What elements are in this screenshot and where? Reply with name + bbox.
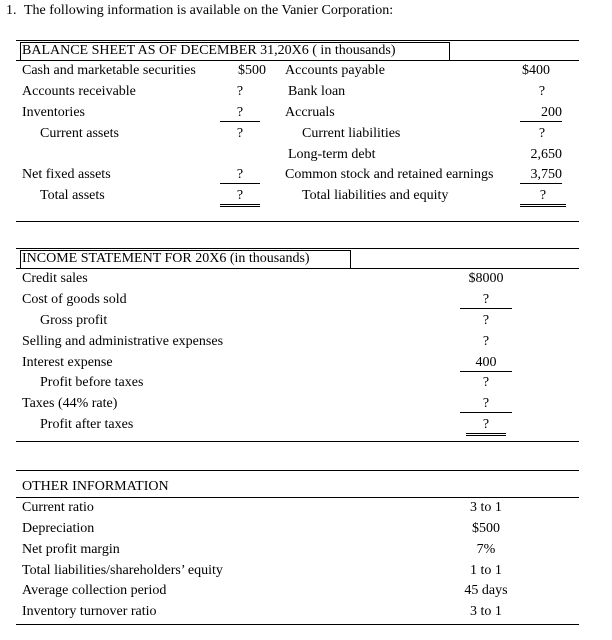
is-label-gross-profit: Gross profit (40, 313, 108, 328)
bs-value-accounts-payable: $400 (522, 63, 550, 78)
is-label-taxes: Taxes (44% rate) (22, 396, 118, 411)
other-information-title: OTHER INFORMATION (22, 479, 169, 494)
bs-label-net-fixed-assets: Net fixed assets (22, 167, 111, 182)
divider (16, 497, 579, 498)
is-label-profit-after-taxes: Profit after taxes (40, 417, 134, 432)
bs-label-current-liabilities: Current liabilities (302, 126, 401, 141)
bs-label-accounts-payable: Accounts payable (285, 63, 385, 78)
oi-value-current-ratio: 3 to 1 (470, 500, 502, 515)
is-label-interest-expense: Interest expense (22, 355, 113, 370)
bs-value-inventories: ? (220, 105, 260, 122)
divider (16, 441, 579, 442)
is-value-profit-after-taxes: ? (466, 417, 506, 436)
oi-label-liabilities-equity: Total liabilities/shareholders’ equity (22, 563, 223, 578)
is-value-profit-before-taxes: ? (482, 375, 490, 390)
bs-value-accruals: 200 (520, 105, 562, 122)
is-label-cogs: Cost of goods sold (22, 292, 127, 307)
oi-value-depreciation: $500 (472, 521, 500, 536)
is-value-taxes: ? (460, 396, 512, 413)
is-value-cogs: ? (460, 292, 512, 309)
is-label-credit-sales: Credit sales (22, 271, 88, 286)
divider (16, 60, 579, 61)
is-label-selling-admin: Selling and administrative expenses (22, 334, 224, 349)
question-text: The following information is available on the Vanier Corporation: (24, 3, 394, 18)
oi-label-net-profit-margin: Net profit margin (22, 542, 120, 557)
bs-value-total-liabilities-equity: ? (520, 188, 566, 207)
is-label-profit-before-taxes: Profit before taxes (40, 375, 144, 390)
bs-value-total-assets: ? (220, 188, 260, 207)
oi-value-inventory-turnover: 3 to 1 (470, 604, 502, 619)
oi-label-current-ratio: Current ratio (22, 500, 94, 515)
bs-label-long-term-debt: Long-term debt (288, 147, 376, 162)
bs-label-cash: Cash and marketable securities (22, 63, 196, 78)
bs-label-receivables: Accounts receivable (22, 84, 136, 99)
bs-value-cash: $500 (238, 63, 266, 78)
bs-value-net-fixed-assets: ? (220, 167, 260, 184)
bs-value-long-term-debt: 2,650 (530, 147, 562, 162)
bs-value-receivables: ? (236, 84, 244, 99)
oi-label-average-collection-period: Average collection period (22, 583, 167, 598)
bs-value-common-stock: 3,750 (520, 167, 562, 184)
income-statement-title: INCOME STATEMENT FOR 20X6 (in thousands) (22, 251, 310, 266)
divider (16, 470, 579, 471)
bs-label-total-liabilities-equity: Total liabilities and equity (302, 188, 449, 203)
divider (16, 40, 579, 41)
divider (16, 221, 579, 222)
oi-label-depreciation: Depreciation (22, 521, 95, 536)
oi-value-average-collection-period: 45 days (464, 583, 508, 598)
bs-label-inventories: Inventories (22, 105, 85, 120)
bs-label-common-stock: Common stock and retained earnings (285, 167, 494, 182)
is-value-credit-sales: $8000 (468, 271, 504, 286)
bs-label-current-assets: Current assets (40, 126, 119, 141)
oi-label-inventory-turnover: Inventory turnover ratio (22, 604, 157, 619)
divider (16, 268, 579, 269)
divider (16, 248, 579, 249)
is-value-gross-profit: ? (482, 313, 490, 328)
bs-label-accruals: Accruals (285, 105, 335, 120)
question-number: 1. (6, 3, 17, 18)
bs-value-current-liabilities: ? (538, 126, 546, 141)
is-value-selling-admin: ? (482, 334, 490, 349)
balance-sheet-title: BALANCE SHEET AS OF DECEMBER 31,20X6 ( in thousands) (22, 43, 396, 58)
divider (16, 624, 579, 625)
bs-label-bank-loan: Bank loan (288, 84, 346, 99)
is-value-interest-expense: 400 (460, 355, 512, 372)
oi-value-liabilities-equity: 1 to 1 (470, 563, 502, 578)
bs-value-bank-loan: ? (538, 84, 546, 99)
bs-label-total-assets: Total assets (40, 188, 105, 203)
oi-value-net-profit-margin: 7% (476, 542, 496, 557)
bs-value-current-assets: ? (236, 126, 244, 141)
